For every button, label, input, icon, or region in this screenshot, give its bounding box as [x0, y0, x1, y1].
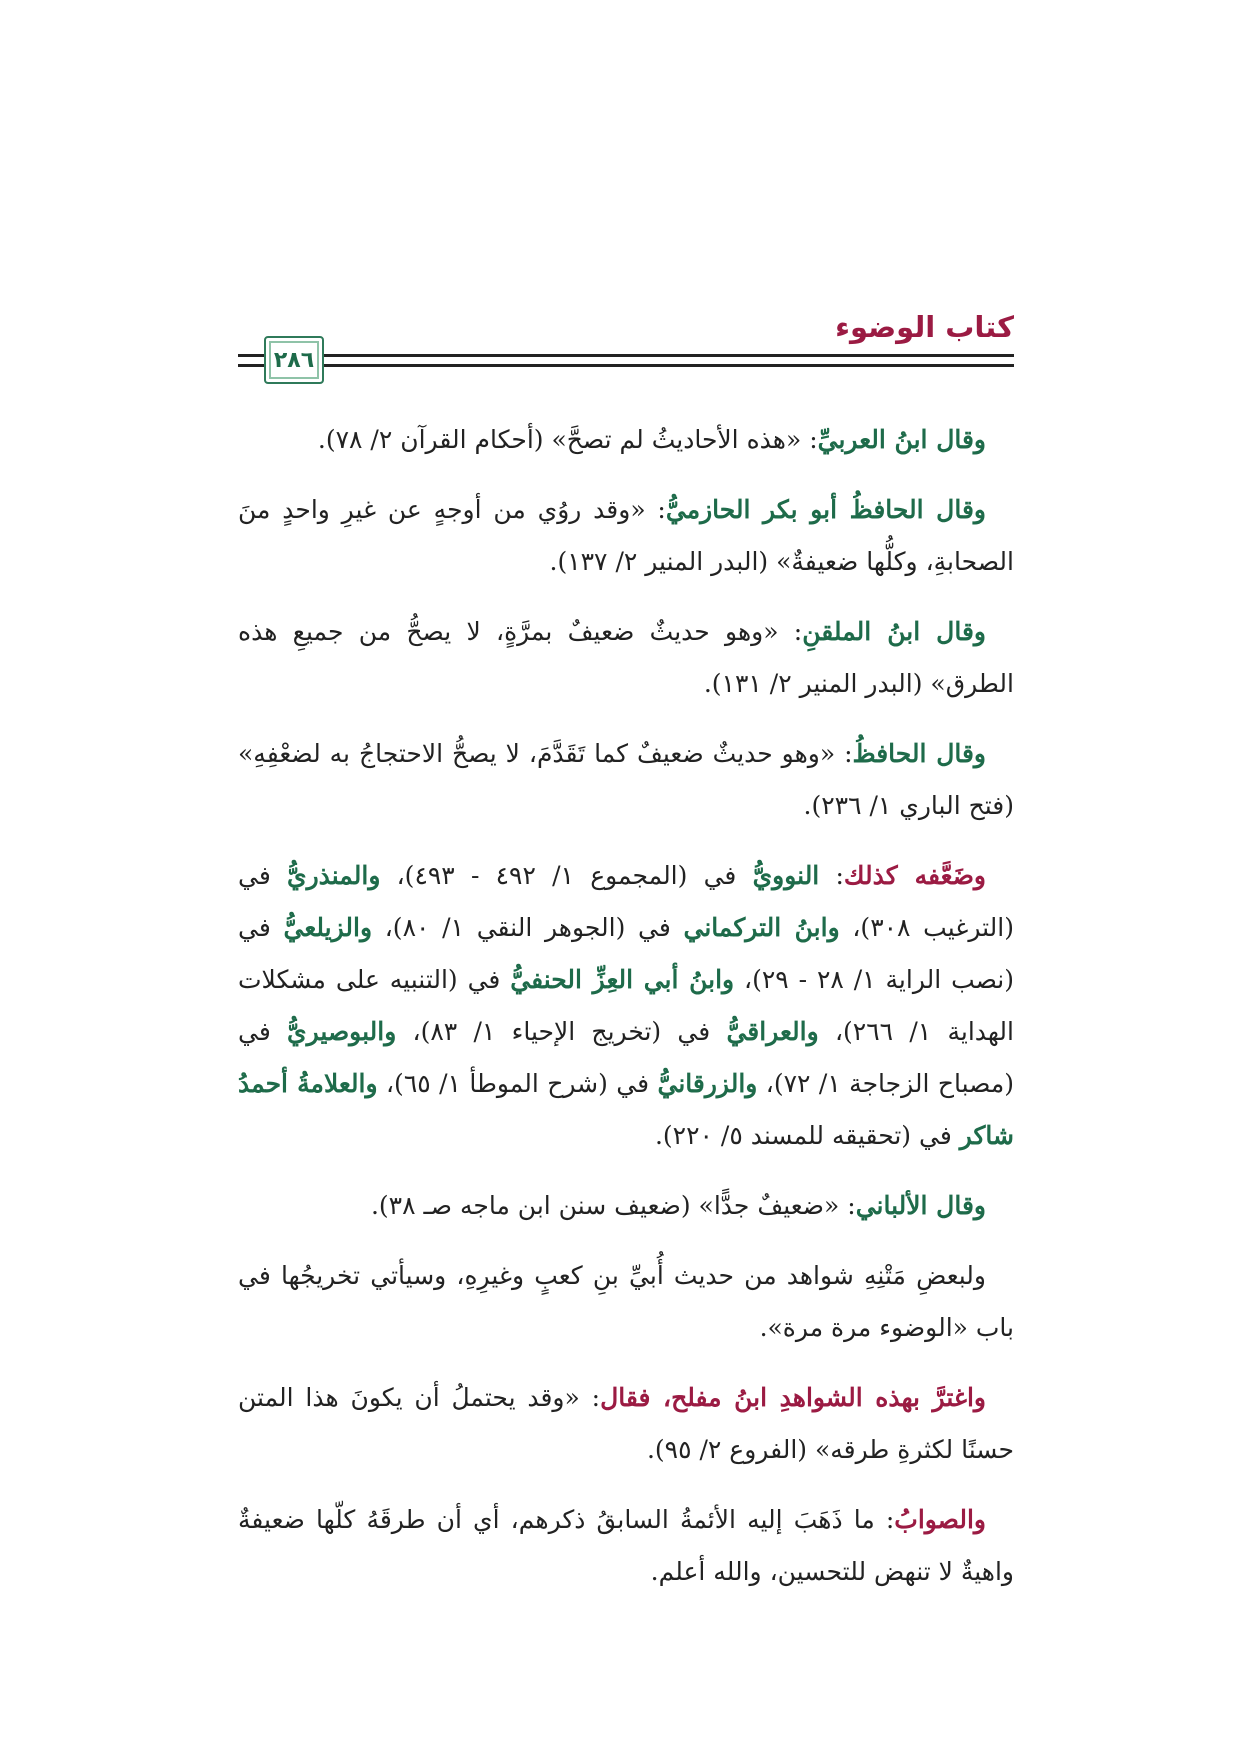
- body-text: : «وهو حديثٌ ضعيفٌ كما تَقَدَّمَ، لا يصحُّ الاحتجاجُ به لضعْفِهِ» (فتح الباري ١/ ٢٣٦).: [238, 739, 1014, 820]
- body-text: في (تخريج الإحياء ١/ ٨٣)،: [396, 1017, 727, 1046]
- body-text: : «وقد روُي من أوجهٍ عن غيرِ واحدٍ منَ الصحابةِ، وكلُّها ضعيفةٌ» (البدر المنير ٢/ ١٣٧).: [238, 495, 1014, 576]
- body-text: : «وهو حديثٌ ضعيفٌ بمرَّةٍ، لا يصحُّ من جميعِ هذه الطرق» (البدر المنير ٢/ ١٣١).: [238, 617, 1014, 698]
- scholar-name: وقال الحافظُ أبو بكر الحازميُّ: [665, 495, 986, 524]
- scholar-name: وابنُ التركماني: [683, 913, 840, 942]
- paragraph: [238, 1494, 1014, 1598]
- emphasis-label: وضَعَّفه كذلك: [843, 861, 986, 890]
- header-rule-bottom: [238, 364, 1014, 367]
- body-text: : «وقد يحتملُ أن يكونَ هذا المتن حسنًا لكثرةِ طرقه» (الفروع ٢/ ٩٥).: [238, 1383, 1014, 1464]
- scholar-name: وقال ابنُ العربيِّ: [817, 425, 986, 454]
- body-text: في (الجوهر النقي ١/ ٨٠)،: [372, 913, 684, 942]
- page-number: ٢٨٦: [273, 347, 315, 373]
- scholar-name: والبوصيريُّ: [287, 1017, 397, 1046]
- body-text: : «هذه الأحاديثُ لم تصحَّ» (أحكام القرآن ٢/ ٧٨).: [317, 425, 818, 454]
- scholar-name: والزيلعيُّ: [283, 913, 373, 942]
- scholar-name: والعراقيُّ: [726, 1017, 819, 1046]
- page-header: [238, 310, 1014, 390]
- body-text: :: [819, 861, 844, 890]
- running-title: كتاب الوضوء: [835, 310, 1014, 344]
- scholar-name: وقال ابنُ الملقنِ: [802, 617, 986, 646]
- body-text: : ما ذَهَبَ إليه الأئمةُ السابقُ ذكرهم، أي أن طرقَهُ كلّها ضعيفةٌ واهيةٌ لا تنهض للتحسين، والله أعلم.: [238, 1505, 1014, 1586]
- body-text: : «ضعيفٌ جدًّا» (ضعيف سنن ابن ماجه صـ ٣٨).: [370, 1191, 856, 1220]
- paragraph: [238, 850, 1014, 1162]
- paragraph: [238, 606, 1014, 710]
- emphasis-label: واغترَّ بهذه الشواهدِ ابنُ مفلح، فقال: [600, 1383, 986, 1412]
- body-text: في (الترغيب ٣٠٨)،: [238, 861, 1014, 942]
- paragraph: [238, 1180, 1014, 1232]
- paragraph: [238, 414, 1014, 466]
- body-text: ولبعضِ مَتْنِهِ شواهد من حديث أُبيِّ بنِ كعبٍ وغيرِهِ، وسيأتي تخريجُها في باب «الوضوء مرة مرة».: [238, 1261, 1014, 1342]
- scholar-name: وقال الألباني: [855, 1191, 986, 1220]
- header-rule-top: [238, 354, 1014, 357]
- paragraph: [238, 728, 1014, 832]
- scholar-name: والزرقانيُّ: [657, 1069, 758, 1098]
- body-text: في (نصب الراية ١/ ٢٨ - ٢٩)،: [238, 913, 1015, 994]
- paragraph: [238, 484, 1014, 588]
- body-text: في (تحقيقه للمسند ٥/ ٢٢٠).: [654, 1121, 960, 1150]
- scholar-name: وابنُ أبي العِزِّ الحنفيُّ: [510, 965, 735, 994]
- paragraph: [238, 1372, 1014, 1476]
- paragraph: [238, 1250, 1014, 1354]
- scholar-name: والعلامةُ أحمدُ شاكر: [238, 1069, 1014, 1150]
- scholar-name: والمنذريُّ: [287, 861, 381, 890]
- page-body: [238, 414, 1014, 1616]
- emphasis-label: والصوابُ: [894, 1505, 986, 1534]
- body-text: في (شرح الموطأ ١/ ٦٥)،: [377, 1069, 658, 1098]
- body-text: في (التنبيه على مشكلات الهداية ١/ ٢٦٦)،: [238, 965, 1014, 1046]
- body-text: في (مصباح الزجاجة ١/ ٧٢)،: [238, 1017, 1014, 1098]
- scholar-name: النوويُّ: [752, 861, 820, 890]
- scholar-name: وقال الحافظُ: [852, 739, 986, 768]
- page-number-badge: [264, 336, 324, 384]
- body-text: في (المجموع ١/ ٤٩٢ - ٤٩٣)،: [380, 861, 753, 890]
